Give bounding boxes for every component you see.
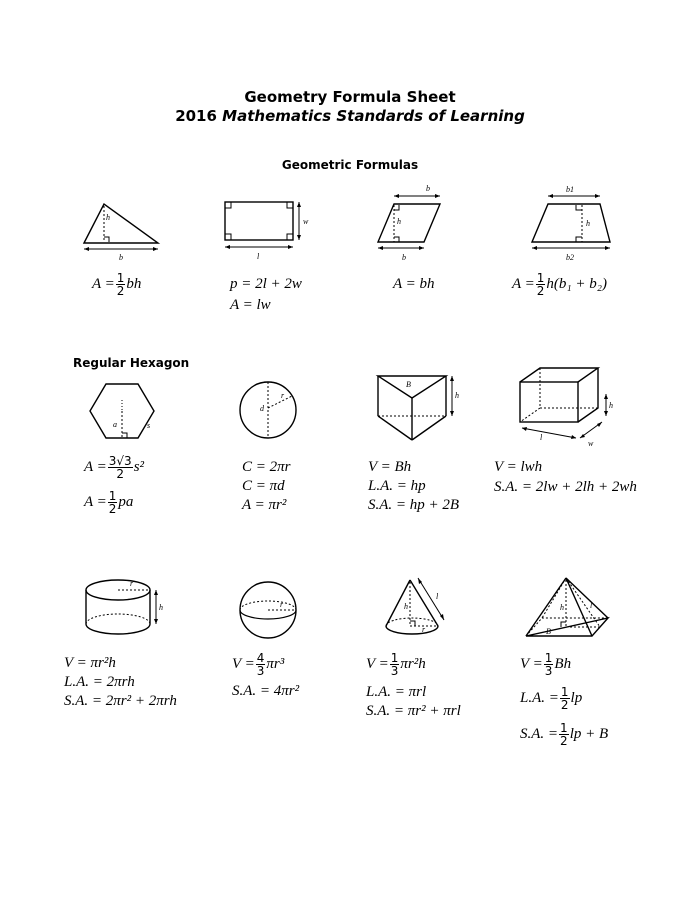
trapezoid-figure [524,184,624,264]
circle-figure [236,378,300,442]
pyramid-slant-label: l [590,601,593,610]
parallelogram-figure [370,184,470,264]
cone-volume-formula: V = $\frac{1}{3}$ πr²h [366,651,426,678]
trapezoid-b2-label: b2 [566,253,574,262]
circle-radius-label: r [281,391,285,400]
page-subtitle [0,106,700,126]
prism-lateral-area-formula: L.A. = hp [368,478,426,494]
prism-volume-formula: V = Bh [368,459,412,475]
triangle-figure [78,196,168,266]
circle-diameter-label: d [260,404,264,413]
box-width-label: w [588,439,594,448]
triangle-height-label: h [106,213,110,222]
pyramid-figure [520,572,616,648]
cone-radius-label: r [422,625,426,634]
sphere-volume-formula: V = $\frac{4}{3}$ πr³ [232,651,285,678]
parallelogram-base-label: b [402,253,406,262]
cylinder-lateral-area-formula: L.A. = 2πrh [64,674,135,690]
cylinder-volume-formula: V = πr²h [64,655,116,671]
parallelogram-height-label: h [397,217,401,226]
prism-surface-area-formula: S.A. = hp + 2B [368,497,460,513]
circle-circumference-formula-2: C = πd [242,478,285,494]
pyramid-lateral-area-formula: L.A. = $\frac{1}{2}$ lp [520,685,583,712]
hexagon-area-formula-1: A = $\frac{3√3}{2}$ s² [84,454,145,481]
cone-slant-label: l [436,592,439,601]
cylinder-figure [80,576,170,650]
triangle-base-label: b [119,253,123,262]
trapezoid-area-formula: A = $\frac{1}{2}$ h(b₁ + b₂) [512,271,607,298]
cone-figure [380,574,460,644]
hexagon-area-formula-2: A = $\frac{1}{2}$ pa [84,489,134,516]
circle-area-formula: A = πr² [242,497,287,513]
section-geometric-formulas: Geometric Formulas [281,158,419,172]
cylinder-radius-label: r [130,579,134,588]
page-title: Geometry Formula Sheet [244,88,456,106]
box-length-label: l [540,433,543,442]
cylinder-height-label: h [159,603,163,612]
rectangle-area-formula: A = lw [230,297,271,313]
hexagon-figure [86,380,166,444]
sphere-radius-label: r [280,600,284,609]
rectangle-figure [218,196,318,266]
rectangle-width-label: w [303,217,309,226]
cone-lateral-area-formula: L.A. = πrl [366,684,427,700]
sphere-figure [236,578,306,644]
trapezoid-b1-label: b1 [566,185,574,194]
section-regular-hexagon: Regular Hexagon [73,356,190,370]
subtitle-name: Mathematics Standards of Learning [222,107,525,125]
hexagon-apothem-label: a [113,420,117,429]
cylinder-surface-area-formula: S.A. = 2πr² + 2πrh [64,693,177,709]
sphere-surface-area-formula: S.A. = 4πr² [232,683,300,699]
rectangle-perimeter-formula: p = 2l + 2w [230,276,302,292]
pyramid-volume-formula: V = $\frac{1}{3}$ Bh [520,651,572,678]
box-volume-formula: V = lwh [494,459,543,475]
parallelogram-area-formula: A = bh [393,276,435,292]
cone-surface-area-formula: S.A. = πr² + πrl [366,703,461,719]
pyramid-surface-area-formula: S.A. = $\frac{1}{2}$ lp + B [520,721,609,748]
hexagon-side-label: s [147,421,151,430]
rectangle-length-label: l [257,252,260,261]
pyramid-height-label: h [560,603,564,612]
subtitle-year: 2016 [175,107,217,125]
prism-height-label: h [455,391,459,400]
box-surface-area-formula: S.A. = 2lw + 2lh + 2wh [494,479,637,495]
prism-figure [372,370,462,444]
prism-base-label: B [406,380,411,389]
circle-circumference-formula-1: C = 2πr [242,459,291,475]
trapezoid-height-label: h [586,219,590,228]
triangle-area-formula: A = $\frac{1}{2}$ bh [92,271,142,298]
cone-height-label: h [404,602,408,611]
box-height-label: h [609,401,613,410]
parallelogram-top-label: b [426,184,430,193]
pyramid-base-label: B [546,627,551,636]
box-figure [516,364,616,450]
